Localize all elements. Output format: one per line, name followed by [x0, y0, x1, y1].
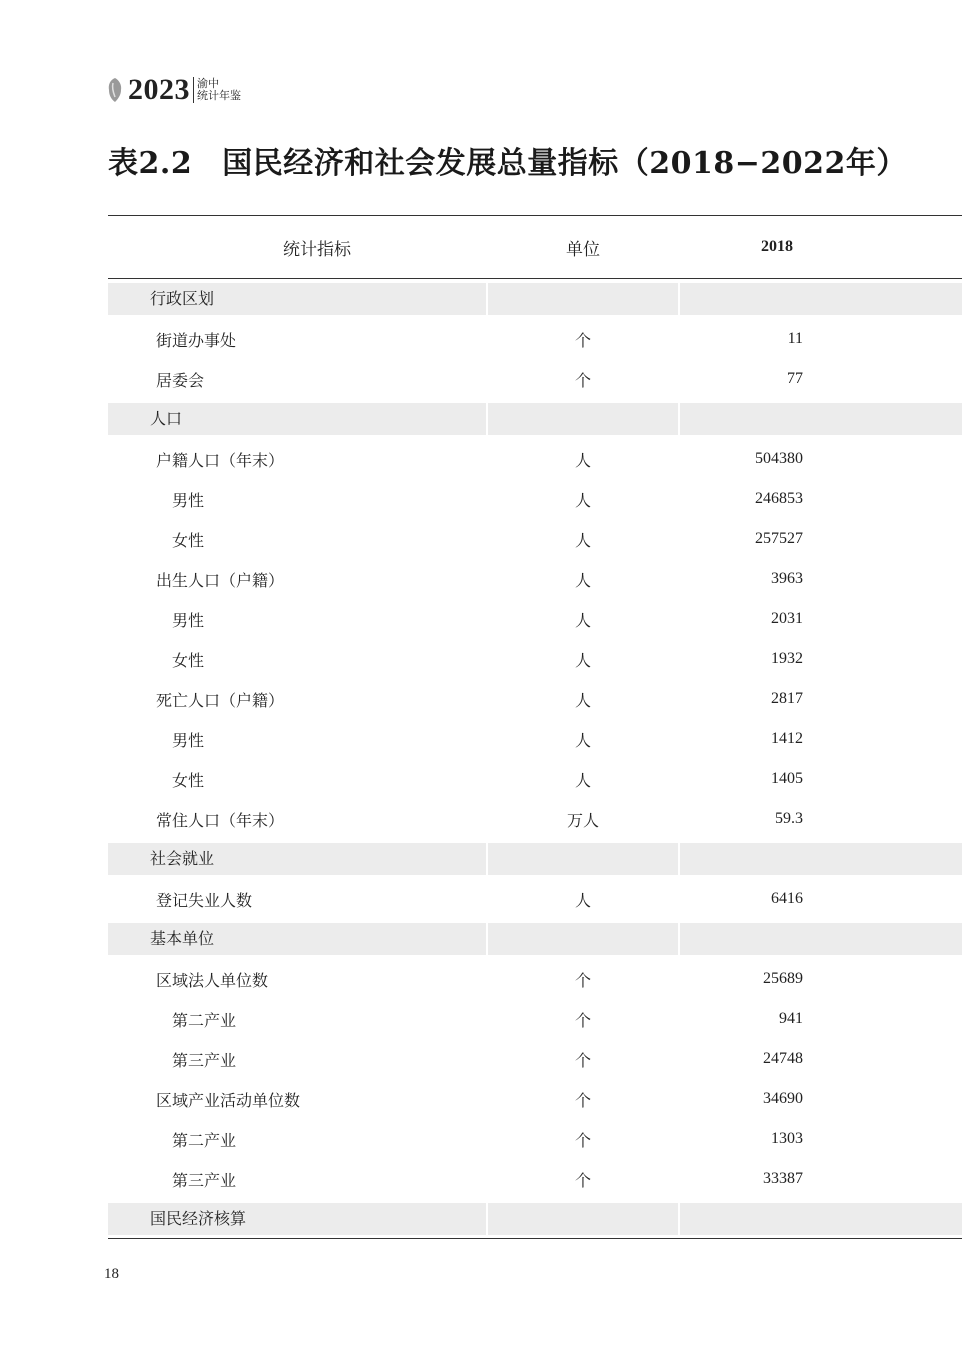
table-row	[108, 759, 962, 799]
unit-cell: 个	[574, 330, 591, 350]
table-title-text: 国民经济和社会发展总量指标（2018−2022年）	[222, 146, 907, 181]
indicator-label: 第二产业	[172, 1010, 237, 1030]
category-label: 国民经济核算	[108, 1203, 488, 1235]
page-header	[106, 72, 241, 108]
indicator-label: 男性	[172, 730, 205, 750]
yearbook-year: 2023	[128, 73, 190, 106]
table-row	[108, 799, 962, 839]
category-unit-cell	[488, 403, 680, 435]
category-unit-cell	[488, 1203, 680, 1235]
value-2018-cell: 257527	[755, 530, 803, 547]
unit-cell: 人	[574, 770, 591, 790]
unit-cell: 人	[574, 690, 591, 710]
unit-cell: 个	[574, 1010, 591, 1030]
table-row	[108, 719, 962, 759]
statistics-table	[108, 215, 962, 1239]
value-2018-cell: 25689	[763, 970, 803, 987]
value-2018-cell: 59.3	[775, 810, 803, 827]
table-row	[108, 1079, 962, 1119]
table-category-row	[108, 843, 962, 875]
unit-cell: 个	[574, 1130, 591, 1150]
table-header	[108, 216, 962, 278]
table-body	[108, 283, 962, 1235]
yearbook-name-line2: 统计年鉴	[197, 89, 241, 102]
indicator-label: 街道办事处	[156, 330, 237, 350]
unit-cell: 个	[574, 1170, 591, 1190]
indicator-label: 女性	[172, 770, 205, 790]
indicator-label: 常住人口（年末）	[156, 810, 285, 830]
yearbook-logo-icon	[106, 77, 124, 103]
column-header-indicator: 统计指标	[283, 239, 351, 260]
table-row	[108, 1119, 962, 1159]
table-row	[108, 639, 962, 679]
yearbook-name-line1: 渝中	[197, 77, 219, 90]
table-category-row	[108, 1203, 962, 1235]
value-2018-cell: 941	[779, 1010, 803, 1027]
indicator-label: 女性	[172, 530, 205, 550]
table-row	[108, 559, 962, 599]
unit-cell: 人	[574, 450, 591, 470]
value-2018-cell: 1405	[771, 770, 803, 787]
value-2018-cell: 1412	[771, 730, 803, 747]
unit-cell: 人	[574, 890, 591, 910]
table-row	[108, 959, 962, 999]
value-2018-cell: 11	[787, 330, 803, 347]
indicator-label: 第三产业	[172, 1170, 237, 1190]
category-label: 基本单位	[108, 923, 488, 955]
indicator-label: 居委会	[156, 370, 205, 390]
column-header-2018: 2018	[761, 238, 793, 255]
table-header-rule	[108, 278, 962, 279]
indicator-label: 死亡人口（户籍）	[156, 690, 285, 710]
indicator-label: 区域产业活动单位数	[156, 1090, 301, 1110]
table-category-row	[108, 403, 962, 435]
table-bottom-rule	[108, 1238, 962, 1239]
unit-cell: 个	[574, 970, 591, 990]
indicator-label: 男性	[172, 610, 205, 630]
category-unit-cell	[488, 843, 680, 875]
indicator-label: 区域法人单位数	[156, 970, 269, 990]
value-2018-cell: 33387	[763, 1170, 803, 1187]
column-header-unit: 单位	[566, 239, 600, 260]
table-category-row	[108, 283, 962, 315]
table-row	[108, 319, 962, 359]
value-2018-cell: 246853	[755, 490, 803, 507]
unit-cell: 人	[574, 730, 591, 750]
unit-cell: 个	[574, 370, 591, 390]
unit-cell: 人	[574, 530, 591, 550]
yearbook-name	[197, 78, 241, 102]
unit-cell: 人	[574, 490, 591, 510]
value-2018-cell: 1303	[771, 1130, 803, 1147]
table-category-row	[108, 923, 962, 955]
value-2018-cell: 3963	[771, 570, 803, 587]
value-2018-cell: 2817	[771, 690, 803, 707]
indicator-label: 第三产业	[172, 1050, 237, 1070]
unit-cell: 人	[574, 610, 591, 630]
value-2018-cell: 2031	[771, 610, 803, 627]
table-row	[108, 599, 962, 639]
table-row	[108, 879, 962, 919]
value-2018-cell: 504380	[755, 450, 803, 467]
unit-cell: 万人	[566, 810, 599, 830]
table-number: 表2.2	[108, 146, 193, 181]
table-row	[108, 439, 962, 479]
table-row	[108, 1159, 962, 1199]
value-2018-cell: 77	[787, 370, 803, 387]
category-unit-cell	[488, 923, 680, 955]
unit-cell: 个	[574, 1050, 591, 1070]
indicator-label: 女性	[172, 650, 205, 670]
category-unit-cell	[488, 283, 680, 315]
indicator-label: 第二产业	[172, 1130, 237, 1150]
table-row	[108, 1039, 962, 1079]
value-2018-cell: 34690	[763, 1090, 803, 1107]
unit-cell: 个	[574, 1090, 591, 1110]
value-2018-cell: 1932	[771, 650, 803, 667]
unit-cell: 人	[574, 650, 591, 670]
indicator-label: 户籍人口（年末）	[156, 450, 285, 470]
unit-cell: 人	[574, 570, 591, 590]
category-label: 人口	[108, 403, 488, 435]
indicator-label: 登记失业人数	[156, 890, 253, 910]
table-row	[108, 519, 962, 559]
category-label: 社会就业	[108, 843, 488, 875]
table-title	[108, 138, 907, 182]
category-label: 行政区划	[108, 283, 488, 315]
indicator-label: 男性	[172, 490, 205, 510]
table-row	[108, 999, 962, 1039]
table-row	[108, 679, 962, 719]
table-row	[108, 479, 962, 519]
page-number: 18	[104, 1266, 119, 1282]
indicator-label: 出生人口（户籍）	[156, 570, 285, 590]
table-row	[108, 359, 962, 399]
value-2018-cell: 6416	[771, 890, 803, 907]
header-divider	[193, 77, 194, 103]
value-2018-cell: 24748	[763, 1050, 803, 1067]
